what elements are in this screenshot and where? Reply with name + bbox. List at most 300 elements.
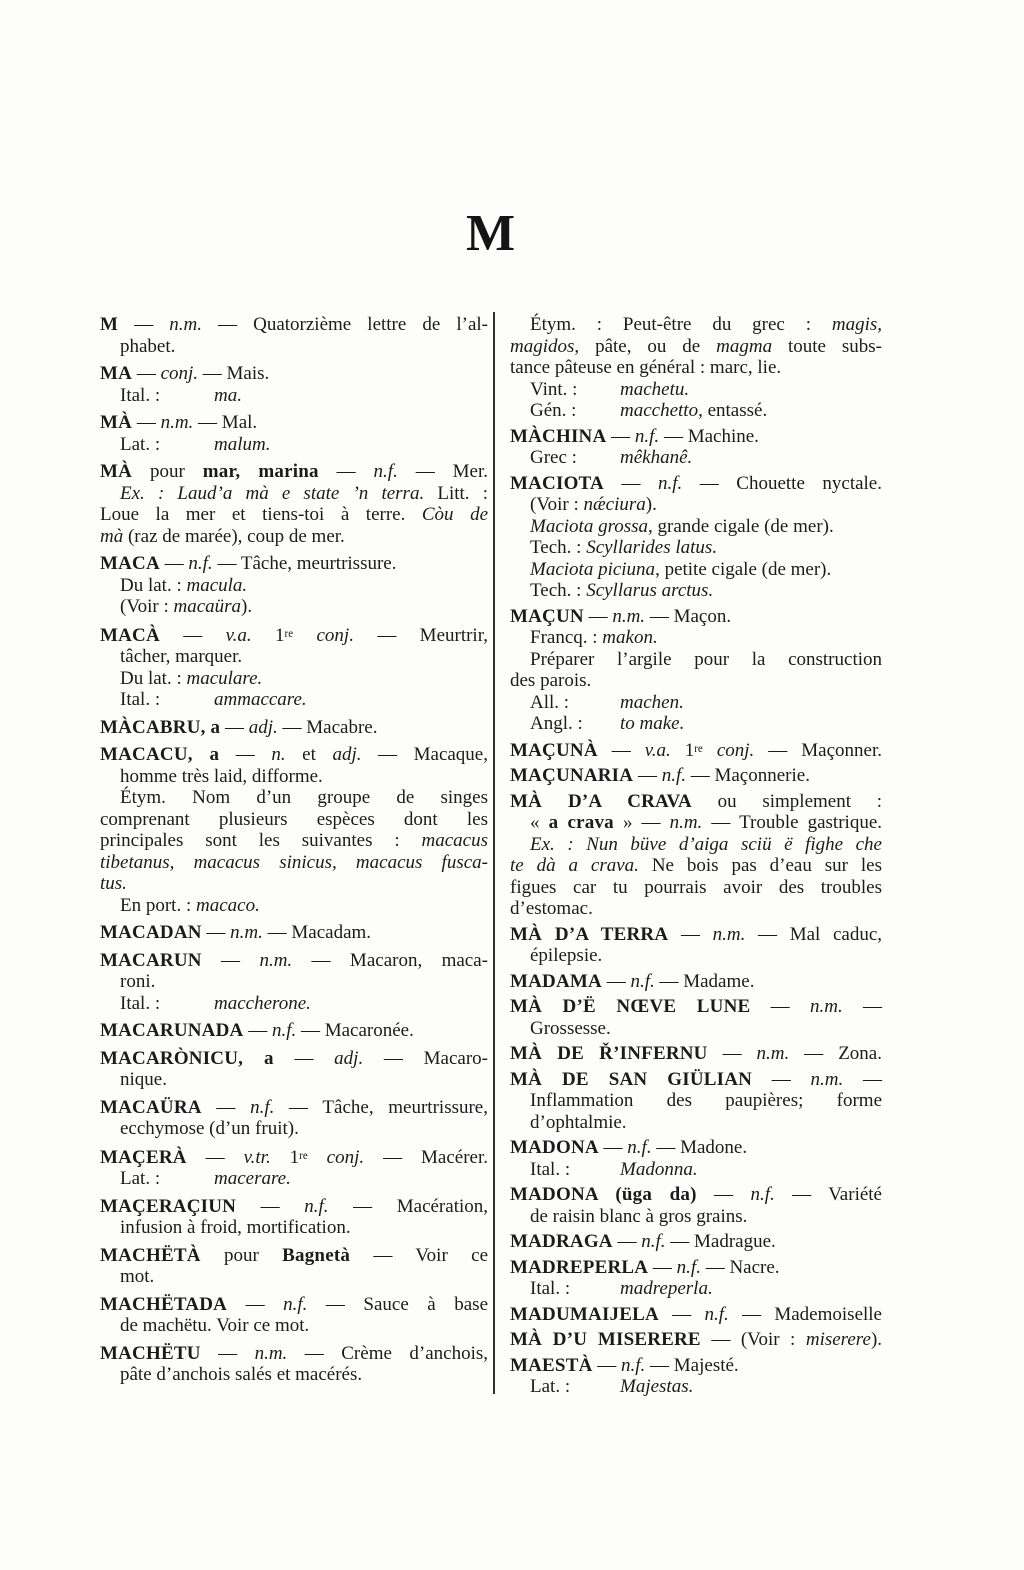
text-segment: — Maçon.	[645, 605, 732, 627]
text-segment: MÀCABRU, a	[100, 716, 221, 738]
text-segment: —	[752, 1068, 811, 1090]
text-segment: —	[132, 363, 161, 384]
text-segment: —	[598, 1137, 628, 1159]
text-line	[510, 1355, 882, 1377]
text-line	[100, 1069, 488, 1091]
text-line	[100, 1217, 488, 1239]
text-segment: — Maçonner.	[754, 739, 883, 761]
dictionary-entry	[510, 971, 882, 993]
text-segment: —	[597, 739, 645, 761]
text-line	[100, 1048, 488, 1070]
text-segment: de machëtu. Voir ce mot.	[120, 1315, 310, 1337]
text-segment: n.m.	[254, 1342, 288, 1364]
text-line	[100, 766, 488, 788]
text-segment: n.m.	[810, 1068, 844, 1090]
text-segment: macerare.	[214, 1168, 291, 1190]
text-segment: conj.	[716, 739, 755, 761]
text-segment: Tech. :	[530, 537, 587, 558]
text-segment: adj.	[334, 1047, 364, 1069]
text-segment: macaüra	[173, 596, 242, 617]
text-segment: figues car tu pourrais avoir des troubles	[510, 876, 882, 898]
text-segment: — Quatorzième lettre de l’al-	[202, 314, 489, 335]
text-segment: n.f.	[621, 1354, 646, 1376]
text-segment: —	[583, 605, 613, 627]
text-segment: —	[159, 553, 189, 574]
dictionary-columns	[100, 314, 882, 1398]
text-segment: Loue la mer et tiens-toi à terre.	[100, 504, 422, 525]
text-segment: Ex. : Laud’a mà e state ’n terra.	[120, 482, 425, 504]
dictionary-entry	[100, 922, 488, 944]
text-line	[510, 877, 882, 899]
text-line	[510, 713, 882, 735]
text-segment: , grande cigale (de mer).	[648, 515, 834, 537]
dictionary-entry	[100, 1294, 488, 1337]
text-segment: n.m.	[169, 314, 202, 335]
text-segment: d’ophtalmie.	[530, 1111, 627, 1133]
text-segment: MAÇERÀ	[100, 1146, 187, 1168]
text-segment: Vint. :	[530, 378, 578, 400]
text-segment: ).	[645, 494, 657, 515]
text-segment: re	[284, 627, 294, 640]
text-line	[510, 945, 882, 967]
text-segment: MAÇERAÇIUN	[100, 1195, 237, 1217]
text-segment: magma	[716, 335, 773, 357]
letter-heading: M	[465, 205, 517, 262]
text-line	[510, 559, 882, 581]
text-line	[100, 1266, 488, 1288]
text-segment: MACARUNADA	[100, 1020, 244, 1042]
text-line	[100, 1118, 488, 1140]
text-segment: — Variété	[774, 1184, 882, 1206]
text-segment: et	[285, 744, 333, 766]
text-line	[510, 1069, 882, 1091]
text-segment: —	[201, 1096, 251, 1118]
text-segment: — Nacre.	[700, 1256, 780, 1278]
column-right	[510, 314, 882, 1398]
text-segment: MACARÒNICU, a	[100, 1047, 274, 1069]
text-line	[100, 1294, 488, 1316]
text-segment: Inflammation des paupières; forme	[530, 1090, 882, 1112]
text-segment: n.f.	[661, 765, 686, 787]
text-segment: re	[299, 1149, 308, 1162]
column-divider-rule	[493, 312, 495, 1394]
text-line	[100, 1315, 488, 1337]
text-segment: — Madame.	[654, 970, 755, 992]
text-segment: MÀ	[100, 461, 133, 482]
text-segment: MACIOTA	[510, 472, 604, 494]
dictionary-entry	[510, 1231, 882, 1253]
dictionary-entry	[510, 426, 882, 469]
text-line	[100, 412, 488, 434]
text-segment: ecchymose (d’un fruit).	[120, 1118, 299, 1140]
text-segment	[703, 740, 717, 761]
text-line	[510, 812, 882, 834]
dictionary-entry	[510, 1069, 882, 1134]
text-line	[510, 314, 882, 336]
text-segment: — Macaque,	[361, 744, 488, 766]
text-segment: n.f.	[304, 1195, 329, 1217]
text-segment: machen.	[620, 691, 684, 713]
text-line	[100, 336, 488, 358]
text-segment: n.f.	[676, 1256, 701, 1278]
dictionary-entry	[510, 924, 882, 967]
text-segment: n.f.	[627, 1137, 652, 1159]
text-segment: Ne bois pas d’eau sur les	[638, 855, 882, 877]
text-segment: mà	[100, 525, 124, 547]
dictionary-entry	[100, 314, 488, 357]
text-line	[100, 993, 488, 1015]
text-line	[510, 971, 882, 993]
text-line	[510, 1159, 882, 1181]
text-segment: En port. :	[120, 894, 196, 916]
text-segment: — Trouble gastrique.	[702, 812, 882, 834]
text-segment: adj.	[332, 744, 362, 766]
text-segment: n.f.	[283, 1293, 308, 1315]
text-line	[100, 689, 488, 711]
dictionary-entry	[510, 606, 882, 735]
text-segment: M	[100, 314, 119, 335]
text-segment: — Zona.	[789, 1043, 882, 1065]
text-segment: —	[273, 1047, 335, 1069]
text-line	[100, 504, 488, 526]
text-segment: —	[132, 412, 161, 433]
text-line	[100, 1364, 488, 1386]
text-segment: d’estomac.	[510, 898, 593, 920]
text-segment: malum.	[214, 433, 271, 455]
text-line	[510, 1304, 882, 1326]
text-segment: n.f.	[634, 425, 660, 447]
text-segment: All. :	[530, 691, 570, 713]
dictionary-entry	[100, 1048, 488, 1091]
text-segment: — Madone.	[651, 1137, 748, 1159]
text-segment: ammaccare.	[214, 689, 307, 711]
text-segment	[293, 625, 316, 646]
text-segment: a crava	[548, 812, 614, 834]
text-segment: —	[707, 1043, 757, 1065]
text-segment: pour	[132, 461, 203, 482]
text-segment: n.m.	[259, 949, 293, 971]
text-line	[100, 363, 488, 385]
text-segment: — Chouette nyctale.	[682, 472, 882, 494]
text-segment: —	[159, 624, 226, 646]
text-line	[100, 744, 488, 766]
text-segment: — Tâche, meurtrissure,	[274, 1096, 488, 1118]
text-segment: —	[601, 970, 631, 992]
text-segment: 1	[670, 739, 695, 761]
dictionary-entry	[100, 1020, 488, 1042]
text-line	[100, 461, 488, 483]
text-segment: — Macabre.	[277, 716, 378, 738]
text-line	[100, 852, 488, 874]
text-segment: —	[668, 923, 713, 945]
text-line	[510, 649, 882, 671]
text-segment: 1	[251, 624, 285, 646]
text-segment: tance pâteuse en général : marc, lie.	[510, 357, 782, 378]
text-segment: — Machine.	[659, 425, 759, 447]
text-segment: —	[633, 765, 662, 787]
text-line	[510, 400, 882, 422]
text-segment: (Voir :	[120, 596, 174, 617]
text-segment: Angl. :	[530, 713, 583, 734]
text-segment: — Maçonnerie.	[685, 765, 810, 787]
text-segment: conj.	[316, 624, 354, 646]
text-segment: machetu.	[620, 378, 690, 400]
dictionary-entry	[100, 1097, 488, 1140]
text-line	[510, 670, 882, 692]
text-segment: MAESTÀ	[510, 1354, 593, 1376]
text-segment: Madonna.	[620, 1158, 698, 1180]
text-line	[100, 596, 488, 618]
text-segment: (Voir :	[530, 494, 584, 515]
text-line	[510, 996, 882, 1018]
text-segment: MÀ D’U MISERERE	[510, 1329, 701, 1351]
text-segment: Lat. :	[530, 1376, 571, 1398]
dictionary-entry	[510, 1043, 882, 1065]
text-segment: —	[696, 1184, 751, 1206]
dictionary-entry	[100, 950, 488, 1015]
text-segment: —	[201, 922, 231, 944]
text-segment: n.f.	[250, 1096, 275, 1118]
text-line	[510, 1231, 882, 1253]
dictionary-entry	[100, 1343, 488, 1386]
text-segment: MÀ	[100, 412, 133, 433]
text-line	[100, 646, 488, 668]
text-segment: toute subs-	[772, 335, 883, 357]
text-segment: ).	[241, 596, 253, 617]
text-segment: Scyllarus arctus.	[586, 580, 714, 601]
text-line	[100, 1020, 488, 1042]
text-segment	[308, 1147, 327, 1168]
text-segment: des parois.	[510, 670, 592, 691]
text-line	[100, 830, 488, 852]
dictionary-entry	[510, 473, 882, 602]
text-segment: roni.	[120, 971, 156, 993]
text-segment: Ital. :	[530, 1278, 571, 1300]
text-segment: Scyllarides latus.	[586, 537, 718, 558]
text-segment: tibetanus, macacus sinicus, macacus fusca-	[100, 851, 488, 873]
text-line	[100, 624, 488, 647]
text-line	[510, 924, 882, 946]
text-segment: —	[750, 996, 810, 1018]
text-segment: n.m.	[160, 412, 194, 433]
text-segment: n.m.	[612, 605, 646, 627]
text-line	[510, 1257, 882, 1279]
text-segment: maculare.	[186, 667, 263, 689]
text-segment: n.	[271, 744, 286, 766]
text-segment: —	[843, 1068, 882, 1090]
text-segment: —	[200, 1342, 255, 1364]
dictionary-entry	[510, 739, 882, 762]
text-segment: — Macaronée.	[296, 1020, 414, 1042]
text-segment: MÀ DE SAN GIÜLIAN	[510, 1068, 753, 1090]
text-line	[510, 336, 882, 358]
text-segment: — Macaron, maca-	[292, 949, 488, 971]
text-segment: — Mal caduc,	[745, 923, 883, 945]
text-segment: n.f.	[657, 472, 683, 494]
dictionary-entry	[510, 1257, 882, 1300]
text-segment: MADRAGA	[510, 1231, 613, 1253]
text-segment: Ital. :	[120, 384, 161, 406]
text-segment: — Macadam.	[262, 922, 372, 944]
dictionary-entry	[100, 412, 488, 455]
text-line	[100, 950, 488, 972]
text-segment: MACAÜRA	[100, 1096, 202, 1118]
text-line	[100, 873, 488, 895]
text-segment: re	[694, 742, 703, 755]
dictionary-entry	[510, 996, 882, 1039]
text-segment: Gén. :	[530, 400, 577, 421]
text-segment: MADONA	[510, 1137, 599, 1159]
text-segment: — Voir ce	[350, 1244, 489, 1266]
text-segment: Còu de	[421, 504, 488, 525]
text-line	[510, 357, 882, 379]
text-segment: MADAMA	[510, 970, 602, 992]
dictionary-entry	[100, 717, 488, 739]
text-line	[510, 1112, 882, 1134]
dictionary-entry	[510, 1137, 882, 1180]
text-segment: n.f.	[750, 1184, 775, 1206]
text-segment: , petite cigale (de mer).	[655, 558, 832, 580]
text-segment: n.f.	[188, 553, 213, 574]
text-segment: Bagnetà	[282, 1244, 351, 1266]
text-segment: —	[220, 716, 249, 738]
text-segment: Lat. :	[120, 433, 161, 455]
text-segment: — Madrague.	[665, 1231, 776, 1253]
text-segment: MÀ D’A TERRA	[510, 923, 669, 945]
text-line	[100, 385, 488, 407]
text-segment: MADUMAIJELA	[510, 1303, 659, 1325]
text-line	[100, 1168, 488, 1190]
text-segment: to make.	[620, 713, 685, 734]
text-line	[510, 1018, 882, 1040]
text-segment: — Tâche, meurtrissure.	[212, 553, 397, 574]
dictionary-entry	[100, 1146, 488, 1190]
text-segment: nǽciura	[583, 494, 646, 515]
dictionary-entry	[510, 791, 882, 920]
text-segment: MACÀ	[100, 624, 160, 646]
dictionary-entry	[510, 1355, 882, 1398]
text-segment: conj.	[326, 1146, 365, 1168]
text-line	[510, 494, 882, 516]
text-segment: macchetto	[620, 400, 699, 421]
text-segment: v.a.	[644, 739, 671, 761]
text-line	[510, 739, 882, 762]
text-line	[510, 1278, 882, 1300]
text-segment: n.m.	[230, 922, 263, 944]
text-line	[100, 971, 488, 993]
text-segment: (raz de marée), coup de mer.	[123, 525, 345, 547]
text-segment: —	[243, 1020, 272, 1042]
text-segment: macacus	[421, 830, 488, 852]
text-line	[510, 692, 882, 714]
text-segment: MAÇUNÀ	[510, 739, 598, 761]
text-segment: —	[842, 996, 882, 1018]
text-segment: MACHËTADA	[100, 1293, 228, 1315]
text-segment: — Meurtrir,	[353, 624, 489, 646]
text-segment: Tech. :	[530, 580, 587, 601]
text-segment: — Mer.	[397, 461, 489, 482]
text-line	[510, 1184, 882, 1206]
text-segment: Du lat. :	[120, 574, 187, 596]
dictionary-entry	[100, 363, 488, 406]
text-segment: MÀ DE Ř’INFERNU	[510, 1043, 708, 1065]
text-segment: n.m.	[756, 1043, 790, 1065]
text-segment: Maciota piciuna	[530, 558, 656, 580]
text-segment: Ital. :	[530, 1158, 571, 1180]
text-segment: de raisin blanc à gros grains.	[530, 1205, 748, 1227]
text-segment: —	[186, 1146, 244, 1168]
text-line	[510, 1206, 882, 1228]
text-segment: macaco.	[196, 894, 260, 916]
text-segment: tâcher, marquer.	[120, 646, 243, 668]
text-line	[100, 668, 488, 690]
text-segment: nique.	[120, 1069, 167, 1091]
text-line	[510, 834, 882, 856]
text-segment: —	[219, 744, 272, 766]
text-segment: n.f.	[271, 1020, 297, 1042]
text-segment: n.f.	[373, 461, 398, 482]
text-segment: principales sont les suivantes :	[100, 830, 422, 852]
text-segment: — Mademoiselle	[728, 1303, 882, 1325]
text-line	[510, 1090, 882, 1112]
text-segment: —	[606, 425, 635, 447]
text-line	[100, 787, 488, 809]
text-line	[100, 434, 488, 456]
text-segment: —	[612, 1231, 642, 1253]
text-segment: —	[592, 1354, 621, 1376]
text-segment: —	[236, 1195, 305, 1217]
dictionary-entry	[100, 624, 488, 711]
text-line	[100, 1245, 488, 1267]
text-segment: macula.	[186, 574, 248, 596]
text-segment: tus.	[100, 873, 127, 895]
text-segment: n.m.	[712, 923, 746, 945]
text-segment: MACADAN	[100, 922, 202, 944]
text-line	[100, 1146, 488, 1169]
text-segment: MACACU, a	[100, 744, 220, 766]
text-segment: maccherone.	[214, 992, 311, 1014]
text-line	[510, 473, 882, 495]
dictionary-entry	[510, 765, 882, 787]
text-segment: MACHËTU	[100, 1342, 201, 1364]
text-line	[100, 809, 488, 831]
text-segment: , entassé.	[698, 400, 768, 421]
text-segment: madreperla.	[620, 1278, 713, 1300]
text-line	[510, 580, 882, 602]
text-segment: Ex. : Nun büve d’aiga sciü ë fighe che	[530, 833, 882, 855]
text-segment: n.m.	[669, 812, 703, 834]
text-segment: magidos	[510, 335, 575, 357]
dictionary-entry	[510, 1184, 882, 1227]
text-line	[100, 895, 488, 917]
text-segment: v.a.	[225, 624, 252, 646]
text-segment: , pâte, ou de	[574, 335, 717, 357]
text-line	[510, 537, 882, 559]
text-segment: phabet.	[120, 335, 176, 357]
text-segment: MADONA (üga da)	[510, 1184, 697, 1206]
text-line	[510, 1137, 882, 1159]
text-segment: —	[201, 949, 260, 971]
text-segment: Ital. :	[120, 992, 161, 1014]
dictionary-entry	[100, 744, 488, 916]
text-segment: Francq. :	[530, 627, 603, 648]
text-segment: conj.	[160, 363, 199, 384]
text-segment: —	[648, 1256, 677, 1278]
text-segment: MÀCHINA	[510, 425, 607, 447]
text-segment: mot.	[120, 1266, 155, 1288]
text-segment: —	[227, 1293, 284, 1315]
text-line	[510, 855, 882, 877]
